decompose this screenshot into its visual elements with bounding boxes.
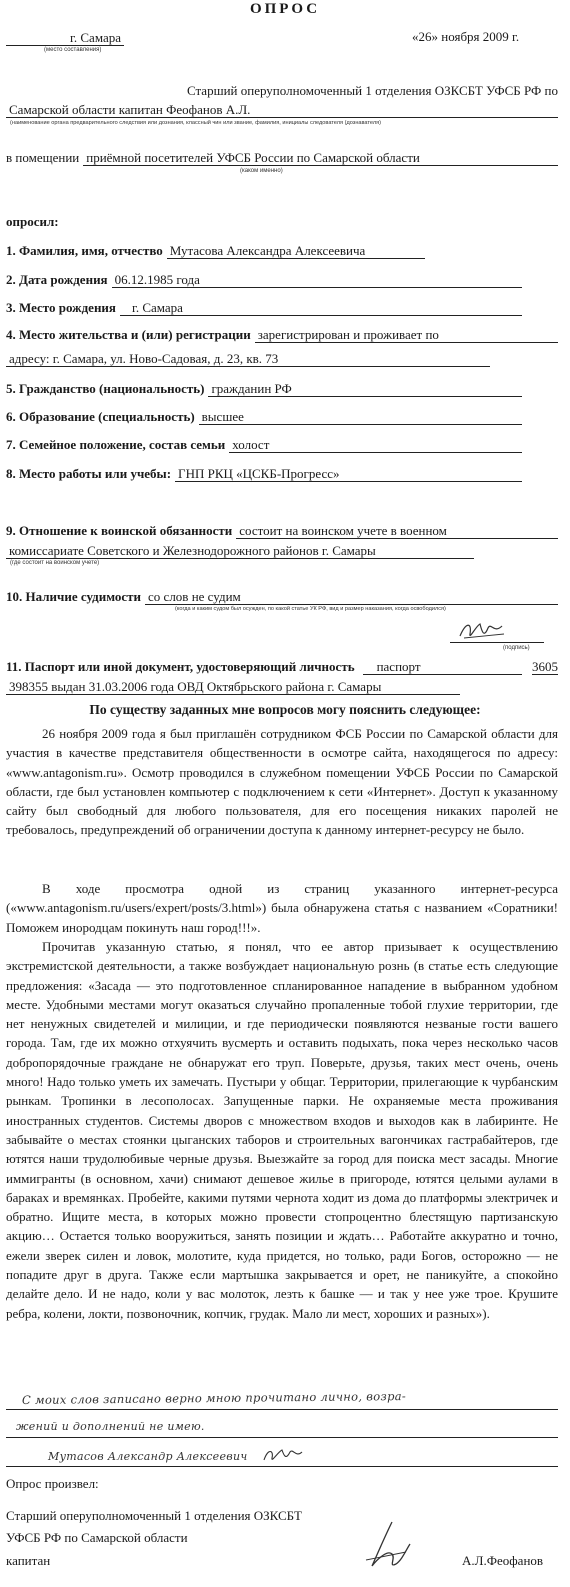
field-11-value-1a: паспорт bbox=[363, 659, 522, 675]
statement-paragraph-2: В ходе просмотра одной из страниц указанного интернет-ресурса («www.antagonism.ru/users/expert/posts/3.html») была обнаружена статья с названием «Соратники! Поможем инородцам покинуть наш город!!!». bbox=[6, 881, 558, 935]
signature-mark-3 bbox=[362, 1520, 414, 1576]
asked-label: опросил: bbox=[6, 214, 59, 229]
handwritten-line-1: С моих слов записано верно мною прочитано лично, возра- bbox=[21, 1388, 407, 1408]
document-title: ОПРОС bbox=[249, 1, 321, 17]
field-5-row bbox=[6, 381, 522, 397]
signature-line-1 bbox=[450, 642, 544, 643]
field-10-label: 10. Наличие судимости bbox=[6, 589, 142, 604]
field-1-value: Мутасова Александра Алексеевича bbox=[167, 243, 425, 259]
statement-heading: По существу заданных мне вопросов могу пояснить следующее: bbox=[89, 702, 481, 717]
field-5-label: 5. Гражданство (национальность) bbox=[6, 381, 205, 396]
field-5-value: гражданин РФ bbox=[208, 381, 522, 397]
field-4-value-2: адресу: г. Самара, ул. Ново-Садовая, д. 23, кв. 73 bbox=[6, 351, 490, 367]
footer-officer-line-3: капитан bbox=[6, 1553, 51, 1568]
field-8-row bbox=[6, 466, 522, 482]
field-9-value-1: состоит на воинском учете в военном bbox=[236, 523, 558, 539]
field-11-label: 11. Паспорт или иной документ, удостоверяющий личность bbox=[6, 659, 355, 674]
field-1-row bbox=[6, 243, 425, 259]
officer-line-2: Самарской области капитан Феофанов А.Л. bbox=[6, 102, 558, 118]
field-6-row bbox=[6, 409, 522, 425]
signature-mark-1 bbox=[458, 618, 508, 644]
date-field bbox=[412, 29, 519, 45]
field-1-label: 1. Фамилия, имя, отчество bbox=[6, 243, 163, 258]
location-row bbox=[6, 150, 558, 166]
place-field: г. Самара bbox=[6, 30, 124, 46]
handwritten-line-2: жений и дополнений не имею. bbox=[16, 1420, 205, 1433]
footer-officer-line-2: УФСБ РФ по Самарской области bbox=[6, 1530, 188, 1545]
field-9-row bbox=[6, 523, 558, 539]
location-value: приёмной посетителей УФСБ России по Самарской области bbox=[83, 150, 558, 166]
field-4-value-1: зарегистрирован и проживает по bbox=[255, 327, 558, 343]
field-4-row bbox=[6, 327, 558, 343]
handwritten-rule-2 bbox=[6, 1437, 558, 1438]
statement-paragraph-3: Прочитав указанную статью, я понял, что ее автор призывает к осуществлению экстремистской деятельности, а также возбуждает национальную рознь (в статье есть следующие предложения: «Засада — это подготовленное спланированное нападение в выбранном удобном месте. Удобными местами могут оказаться случайно пропаленные тобой глухие территории, где нет ненужных свидетелей и милиции, и где периодически появляются незваные гости вашего города. Там, где их можно отхуячить вусмерть и оставить подыхать, пока через несколько часов добропорядочные граждане не обнаружат его труп. Поверьте, друзья, таких мест очень, очень много! Надо только уметь их замечать. Пустыри у общаг. Территории, прилегающие к чурбанским рынкам. Тропинки в лесополосах. Запущенные парки. Не охраняемые места проживания иностранных студентов. Системы дворов с множеством входов и выходов как в лабиринте. Не забывайте о местах стоянки цыганских таборов и строительных вагончиках гастрабайтеров, где ютятся наши трудолюбивые черные друзья. Выезжайте за город для поиска мест засады. Многие иммигранты (в основном, хачи) снимают дешевое жилье в пригороде, ютятся целыми аулами в бараках и времянках. Пробейте, какими путями чернота ходит из дома до платформы электричек и обратно. Ищите места, в которых можно провести стопроцентно блестящую партизанскую акцию… Остается только вооружиться, занять позиции и ждать… Работайте аккуратно и точно, ежели зверек силен и ловок, молотите, куда придется, но только, ради Богов, осторожно — не попадите друг в друга. Также если мартышка закрывается и орет, не паникуйте, а спокойно делайте дело. И не надо, коли у вас молоток, лезть к башке — и так у нее уже трое. Крушите ребра, колени, локти, позвоночник, копчик, грудак. Мало ли мест, хороших и разных»). bbox=[6, 939, 558, 1321]
footer-officer-name: А.Л.Феофанов bbox=[462, 1553, 544, 1568]
officer-hint: (наименование органа предварительного следствия или дознания, классный чин или звание, фамилия, инициалы следователя (дознавателя) bbox=[10, 120, 381, 126]
handwritten-line-3: Мутасов Александр Алексеевич bbox=[48, 1450, 248, 1463]
field-9-hint: (где состоит на воинском учете) bbox=[10, 560, 100, 566]
field-8-label: 8. Место работы или учебы: bbox=[6, 466, 172, 481]
field-10-hint: (когда и каким судом был осужден, по какой статье УК РФ, вид и размер наказания, когда освободился) bbox=[175, 606, 446, 612]
field-3-value: г. Самара bbox=[120, 300, 522, 316]
handwritten-rule-1 bbox=[6, 1409, 558, 1410]
field-8-value: ГНП РКЦ «ЦСКБ-Прогресс» bbox=[175, 466, 522, 482]
field-6-value: высшее bbox=[199, 409, 522, 425]
handwritten-rule-3 bbox=[6, 1466, 558, 1467]
field-2-row bbox=[6, 272, 522, 288]
field-9-value-2: комиссариате Советского и Железнодорожного районов г. Самары bbox=[6, 543, 474, 559]
date-rest: ноября 2009 г. bbox=[441, 29, 520, 44]
officer-line-1-text: Старший оперуполномоченный 1 отделения ОЗКСБТ УФСБ РФ по bbox=[186, 83, 558, 98]
field-7-label: 7. Семейное положение, состав семьи bbox=[6, 437, 226, 452]
field-10-value: со слов не судим bbox=[145, 589, 558, 605]
field-11-value-2: 398355 выдан 31.03.2006 года ОВД Октябрьского района г. Самары bbox=[6, 679, 460, 695]
field-11-row bbox=[6, 659, 558, 675]
field-2-label: 2. Дата рождения bbox=[6, 272, 108, 287]
field-7-value: холост bbox=[229, 437, 522, 453]
officer-line-1 bbox=[6, 83, 558, 99]
statement-paragraph-1: 26 ноября 2009 года я был приглашён сотрудником ФСБ России по Самарской области для участия в качестве представителя общественности в осмотре сайта, находящегося по адресу: «www.antagonism.ru». Осмотр проводился в служебном помещении УФСБ России по Самарской области, где был установлен компьютер с подключением к сети «Интернет». Доступ к указанному сайту был свободный для любого пользователя, для его посещения никаких паролей не требовалось, предупреждений об ограничении доступа к данному интернет-ресурсу не было. bbox=[6, 726, 558, 838]
field-11-value-1b: 3605 bbox=[532, 659, 558, 674]
field-10-row bbox=[6, 589, 558, 605]
field-7-row bbox=[6, 437, 522, 453]
footer-officer-line-1: Старший оперуполномоченный 1 отделения ОЗКСБТ bbox=[6, 1508, 302, 1523]
field-3-row bbox=[6, 300, 522, 316]
date-day: «26» bbox=[412, 29, 438, 44]
place-hint: (место составления) bbox=[44, 47, 102, 53]
location-hint: (каком именно) bbox=[240, 168, 283, 174]
location-prefix: в помещении bbox=[6, 150, 80, 165]
field-4-label: 4. Место жительства и (или) регистрации bbox=[6, 327, 251, 342]
field-6-label: 6. Образование (специальность) bbox=[6, 409, 195, 424]
signature-mark-2 bbox=[262, 1444, 306, 1466]
conducted-label: Опрос произвел: bbox=[6, 1476, 99, 1491]
field-9-label: 9. Отношение к воинской обязанности bbox=[6, 523, 233, 538]
signature-hint: (подпись) bbox=[503, 645, 530, 651]
field-3-label: 3. Место рождения bbox=[6, 300, 116, 315]
field-2-value: 06.12.1985 года bbox=[112, 272, 522, 288]
